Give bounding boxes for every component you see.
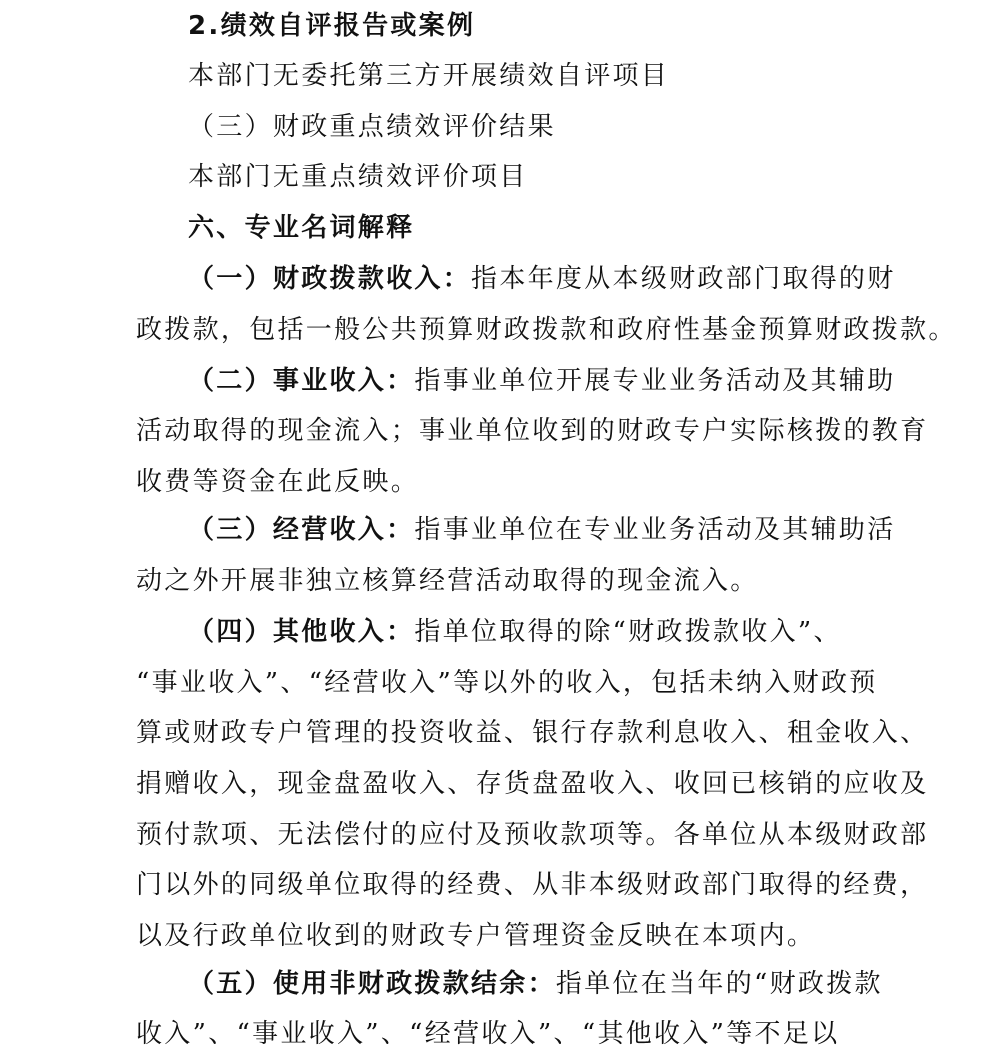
definition-4-line-4: 捐赠收入，现金盘盈收入、存货盘盈收入、收回已核销的应收及 xyxy=(136,769,929,799)
section-2-heading: 2.绩效自评报告或案例 xyxy=(188,11,476,41)
definition-3-text: 指事业单位在专业业务活动及其辅助活 xyxy=(414,515,896,545)
definition-3-line-2: 动之外开展非独立核算经营活动取得的现金流入。 xyxy=(136,566,759,596)
definition-5-text: 指单位在当年的“财政拨款 xyxy=(555,969,883,999)
definition-2-line-2: 活动取得的现金流入；事业单位收到的财政专户实际核拨的教育 xyxy=(136,416,929,446)
definition-5-term: （五）使用非财政拨款结余： xyxy=(188,969,556,999)
definition-4-line-2: “事业收入”、“经营收入”等以外的收入，包括未纳入财政预 xyxy=(136,668,878,698)
definition-4-line-1 xyxy=(188,615,842,649)
definition-3-term: （三）经营收入： xyxy=(188,515,415,545)
definition-4-line-6: 门以外的同级单位取得的经费、从非本级财政部门取得的经费， xyxy=(136,870,929,900)
definition-1-term: （一）财政拨款收入： xyxy=(188,264,472,294)
definition-1-text: 指本年度从本级财政部门取得的财 xyxy=(471,264,896,294)
definition-4-line-3: 算或财政专户管理的投资收益、银行存款利息收入、租金收入、 xyxy=(136,718,929,748)
definition-5-line-2: 收入”、“事业收入”、“经营收入”、“其他收入”等不足以 xyxy=(136,1019,840,1049)
definition-5-line-1 xyxy=(188,967,883,1001)
definition-1-line-2: 政拨款，包括一般公共预算财政拨款和政府性基金预算财政拨款。 xyxy=(136,315,957,345)
section-6-heading: 六、专业名词解释 xyxy=(188,213,415,243)
definition-4-term: （四）其他收入： xyxy=(188,617,415,647)
definition-2-text: 指事业单位开展专业业务活动及其辅助 xyxy=(414,366,896,396)
definition-4-line-5: 预付款项、无法偿付的应付及预收款项等。各单位从本级财政部 xyxy=(136,820,929,850)
definition-2-term: （二）事业收入： xyxy=(188,366,415,396)
definition-1-line-1 xyxy=(188,262,896,296)
definition-4-line-7: 以及行政单位收到的财政专户管理资金反映在本项内。 xyxy=(136,921,816,951)
definition-2-line-1 xyxy=(188,364,896,398)
section-3-heading: （三）财政重点绩效评价结果 xyxy=(188,112,556,142)
definition-2-line-3: 收费等资金在此反映。 xyxy=(136,467,420,497)
definition-3-line-1 xyxy=(188,513,896,547)
section-3-text: 本部门无重点绩效评价项目 xyxy=(188,162,528,192)
definition-4-text: 指单位取得的除“财政拨款收入”、 xyxy=(414,617,842,647)
section-2-text: 本部门无委托第三方开展绩效自评项目 xyxy=(188,61,670,91)
